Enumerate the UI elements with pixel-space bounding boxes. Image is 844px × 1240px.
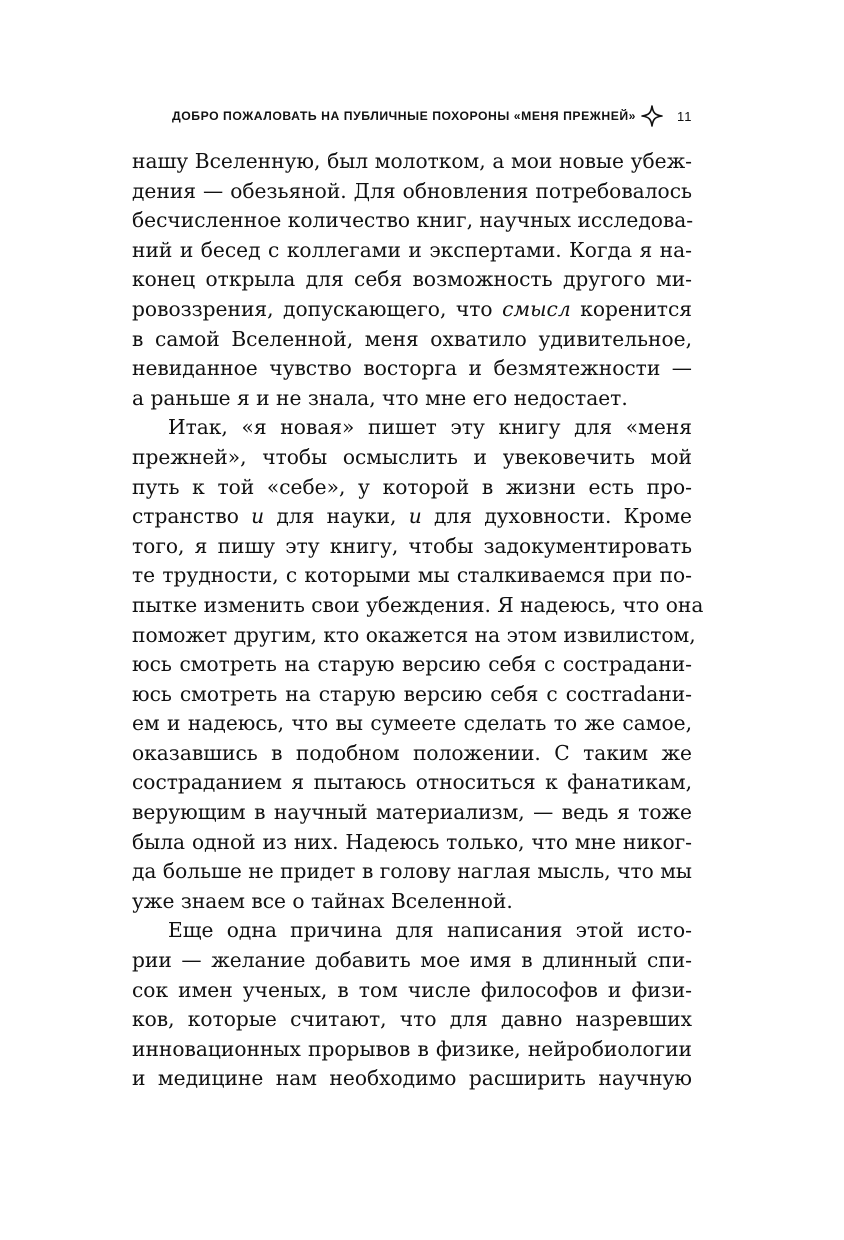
text-line xyxy=(132,561,692,591)
line-text: верующим в научный материализм, — ведь я тоже xyxy=(132,800,692,825)
line-text: ков, которые считают, что для давно назревших xyxy=(132,1007,692,1032)
line-text: конец открыла для себя возможность другого ми- xyxy=(132,267,692,292)
text-line xyxy=(132,325,692,355)
text-line xyxy=(132,473,692,503)
line-text: уже знаем все о тайнах Вселенной. xyxy=(132,888,513,913)
text-line xyxy=(132,621,696,651)
line-text: для духовности. Кроме xyxy=(421,504,692,529)
line-text: ний и бесед с коллегами и экспертами. Когда я на- xyxy=(132,237,692,262)
text-line xyxy=(132,532,692,562)
line-text: оказавшись в подобном положении. С таким же xyxy=(132,740,692,765)
running-title: ДОБРО ПОЖАЛОВАТЬ НА ПУБЛИЧНЫЕ ПОХОРОНЫ «МЕНЯ ПРЕЖНЕЙ» xyxy=(172,109,637,123)
emphasis-text: и xyxy=(251,504,265,529)
line-text: того, я пишу эту книгу, чтобы задокументировать xyxy=(132,533,692,558)
line-text: инновационных прорывов в физике, нейробиологии xyxy=(132,1036,692,1061)
line-text: бесчисленное количество книг, научных исследова- xyxy=(132,208,694,233)
text-line xyxy=(132,768,692,798)
line-text: Итак, «я новая» пишет эту книгу для «меня xyxy=(168,415,692,440)
text-line xyxy=(132,680,692,710)
line-text: дения — обезьяной. Для обновления потребовалось xyxy=(132,178,692,203)
text-line xyxy=(132,236,692,266)
line-text: прежней», чтобы осмыслить и увековечить мой xyxy=(132,444,692,469)
paragraph xyxy=(132,916,692,1094)
line-text: а раньше я и не знала, что мне его недостает. xyxy=(132,385,628,410)
body-text xyxy=(132,147,704,1094)
emphasis-text: смысл xyxy=(502,296,571,321)
text-line xyxy=(132,916,692,946)
line-text: Еще одна причина для написания этой исто- xyxy=(168,918,692,943)
text-line xyxy=(132,265,692,295)
text-line xyxy=(132,709,692,739)
line-text: в самой Вселенной, меня охватило удивительное, xyxy=(132,326,692,351)
line-text: юсь смотреть на старую версию себя с состradани- xyxy=(132,681,692,706)
line-text: ровоззрения, допускающего, что xyxy=(132,296,503,321)
text-line xyxy=(132,591,704,621)
text-line xyxy=(132,1064,692,1094)
running-head xyxy=(172,104,724,128)
line-text: коренится xyxy=(570,296,692,321)
text-line xyxy=(132,413,692,443)
text-line xyxy=(132,384,692,414)
text-line xyxy=(132,1035,692,1065)
paragraph xyxy=(132,147,692,413)
line-text: странство xyxy=(132,504,252,529)
line-text: ем и надеюсь, что вы сумеете сделать то же самое, xyxy=(132,711,692,736)
line-text: поможет другим, кто окажется на этом извилистом, xyxy=(132,622,696,647)
line-text: была одной из них. Надеюсь только, что мне никог- xyxy=(132,829,692,854)
text-line xyxy=(132,976,692,1006)
line-text: невиданное чувство восторга и безмятежности — xyxy=(132,356,692,381)
line-text: для науки, xyxy=(264,504,409,529)
text-line xyxy=(132,946,692,976)
paragraph xyxy=(132,413,704,916)
text-line xyxy=(132,887,692,917)
text-line xyxy=(132,354,692,384)
line-text: пытке изменить свои убеждения. Я надеюсь, что она xyxy=(132,592,704,617)
text-line xyxy=(132,798,692,828)
text-line xyxy=(132,650,692,680)
text-line xyxy=(132,739,692,769)
line-text: нашу Вселенную, был молотком, а мои новые убеж- xyxy=(132,149,692,173)
line-text: путь к той «себе», у которой в жизни есть про- xyxy=(132,474,692,499)
page-number: 11 xyxy=(677,108,693,124)
line-text: юсь смотреть на старую версию себя с сострадани- xyxy=(132,652,692,677)
text-line xyxy=(132,502,692,532)
text-line xyxy=(132,295,692,325)
text-line xyxy=(132,147,692,177)
text-line xyxy=(132,206,692,236)
line-text: да больше не придет в голову наглая мысль, что мы xyxy=(132,859,692,884)
text-line xyxy=(132,1005,692,1035)
emphasis-text: и xyxy=(408,504,422,529)
four-point-star-icon xyxy=(641,105,663,127)
text-line xyxy=(132,857,692,887)
text-line xyxy=(132,177,692,207)
line-text: те трудности, с которыми мы сталкиваемся при по- xyxy=(132,563,692,588)
line-text: состраданием я пытаюсь относиться к фанатикам, xyxy=(132,770,692,795)
text-line xyxy=(132,443,692,473)
text-line xyxy=(132,828,692,858)
line-text: и медицине нам необходимо расширить научную xyxy=(132,1066,692,1091)
line-text: рии — желание добавить мое имя в длинный спи- xyxy=(132,948,692,973)
line-text: сок имен ученых, в том числе философов и физи- xyxy=(132,977,692,1002)
